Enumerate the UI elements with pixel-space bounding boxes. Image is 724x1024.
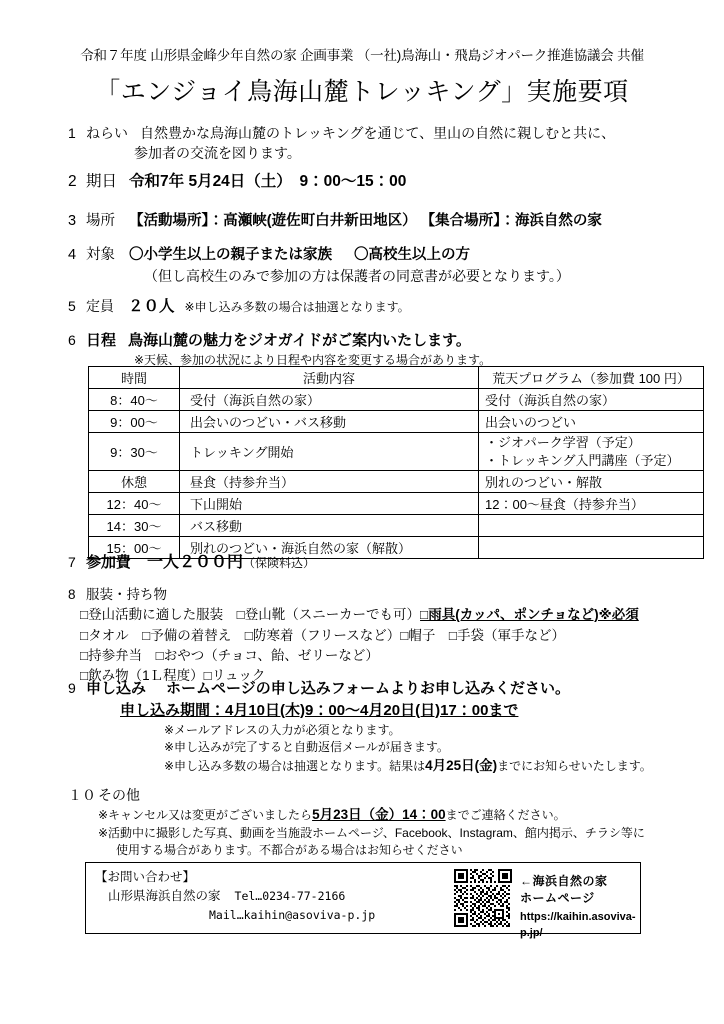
item-9-note-1: ※メールアドレスの入力が必須となります。 — [164, 722, 401, 737]
cell-activity: バス移動 — [180, 515, 479, 537]
item-10-note-2: ※活動中に撮影した写真、動画を当施設ホームページ、Facebook、Instagram、館内掲示、チラシ等に — [98, 825, 645, 840]
contact-line — [95, 887, 375, 906]
section-item-3-location — [68, 211, 602, 232]
cell-badweather: 12：00～昼食（持参弁当） — [479, 493, 704, 515]
item-3-number: 3 — [68, 213, 77, 229]
item-9-note-2: ※申し込みが完了すると自動返信メールが届きます。 — [164, 739, 449, 754]
cell-badweather: 別れのつどい・解散 — [479, 471, 704, 493]
item-5-number: 5 — [68, 298, 76, 314]
item-1-label: ねらい — [86, 125, 128, 141]
item-8-raingear-required: □雨具(カッパ、ポンチョなど)※必須 — [420, 607, 639, 623]
contact-details — [95, 868, 375, 925]
badweather-line-1: ・ジオパーク学習（予定） — [485, 435, 641, 450]
header-badweather: 荒天プログラム（参加費 100 円） — [479, 367, 704, 389]
item-2-label: 期日 — [86, 173, 118, 190]
cell-time: 9：30～ — [89, 433, 180, 471]
item-3-activity-label: 【活動場所】： — [129, 213, 224, 229]
cell-time: 12：40～ — [89, 493, 180, 515]
homepage-callout — [520, 873, 640, 942]
item-5-note: ※申し込み多数の場合は抽選となります。 — [184, 300, 410, 314]
item-9-note-3a: ※申し込み多数の場合は抽選となります。結果は — [164, 759, 426, 774]
item-1-number: 1 — [68, 125, 76, 141]
contact-telephone: Tel…0234-77-2166 — [234, 889, 346, 904]
item-10-label: その他 — [98, 787, 140, 803]
cell-activity: 受付（海浜自然の家） — [180, 389, 479, 411]
item-6-number: 6 — [68, 332, 76, 348]
contact-box — [85, 862, 641, 939]
item-7-label: 参加費 — [86, 554, 132, 571]
table-row — [89, 411, 704, 433]
item-8-line-2: □タオル □予備の着替え □防寒着（フリースなど）□帽子 □手袋（軍手など） — [80, 627, 566, 643]
table-row — [89, 433, 704, 471]
cell-time: 8：40～ — [89, 389, 180, 411]
contact-email: Mail…kaihin@asoviva-p.jp — [209, 907, 376, 922]
item-3-meeting-label: 【集合場所】： — [420, 213, 515, 229]
section-item-5-capacity — [68, 296, 410, 318]
item-10-note-1c: までご連絡ください。 — [445, 808, 566, 823]
item-9-note-3c: までにお知らせいたします。 — [497, 759, 652, 774]
section-item-7-fee — [68, 551, 315, 574]
cell-activity: 出会いのつどい・バス移動 — [180, 411, 479, 433]
homepage-url[interactable]: https://kaihin.asoviva-p.jp/ — [520, 910, 636, 939]
item-8-number: 8 — [68, 587, 76, 602]
item-9-number: 9 — [68, 680, 76, 696]
item-9-note-3 — [68, 756, 652, 776]
item-4-option-1: 〇小学生以上の親子または家族 — [129, 247, 332, 263]
item-3-label: 場所 — [86, 213, 115, 229]
item-8-line-3: □持参弁当 □おやつ（チョコ、飴、ゼリーなど） — [80, 647, 379, 663]
item-10-note-1a: ※キャンセル又は変更がございましたら — [98, 808, 313, 823]
item-3-meeting-value: 海浜自然の家 — [514, 213, 602, 229]
item-7-value: 一人２００円 — [147, 554, 244, 571]
section-item-8-equipment — [68, 585, 639, 686]
item-6-label: 日程 — [86, 332, 117, 349]
cell-badweather: 出会いのつどい — [479, 411, 704, 433]
table-row — [89, 493, 704, 515]
item-8-line-1 — [68, 605, 639, 625]
cell-activity: トレッキング開始 — [180, 433, 479, 471]
cell-badweather — [479, 515, 704, 537]
cell-activity: 別れのつどい・海浜自然の家（解散） — [180, 537, 479, 559]
item-1-line2: 参加者の交流を図ります。 — [134, 145, 301, 162]
page-title: 「エンジョイ鳥海山麓トレッキング」実施要項 — [95, 78, 629, 106]
item-10-cancel-deadline: 5月23日（金）14：00 — [312, 807, 446, 823]
item-8-line-4: □飲み物（1Ｌ程度）□リュック — [80, 668, 266, 683]
item-9-result-date: 4月25日(金) — [425, 758, 498, 774]
item-4-number: 4 — [68, 247, 77, 263]
item-4-label: 対象 — [86, 247, 115, 263]
section-item-10-other — [68, 785, 645, 860]
header-time: 時間 — [89, 367, 180, 389]
qr-label-line-2: ホームページ — [520, 891, 595, 906]
item-9-label: 申し込み — [86, 680, 147, 697]
item-10-number: １０ — [68, 787, 96, 803]
item-4-note: （但し高校生のみで参加の方は保護者の同意書が必要となります。） — [144, 268, 570, 285]
item-5-label: 定員 — [86, 298, 114, 314]
table-row — [89, 471, 704, 493]
item-9-application-period: 申し込み期間：4月10日(木)9：00～4月20日(日)17：00まで — [120, 701, 519, 719]
cell-badweather — [479, 537, 704, 559]
cell-badweather: 受付（海浜自然の家） — [479, 389, 704, 411]
item-4-option-2: 〇高校生以上の方 — [354, 247, 470, 263]
item-3-activity-value: 高瀬峡(遊佐町白井新田地区） — [223, 213, 417, 229]
item-2-value: 令和7年 5月24日（土） 9：00～15：00 — [129, 173, 407, 190]
badweather-line-2: ・トレッキング入門講座（予定） — [485, 452, 680, 468]
item-1-line1: 自然豊かな鳥海山麓のトレッキングを通じて、里山の自然に親しむと共に、 — [140, 125, 616, 141]
cell-time: 15：00～ — [89, 537, 180, 559]
schedule-table — [88, 366, 704, 559]
document-subheader: 令和７年度 山形県金峰少年自然の家 企画事業 （一社)鳥海山・飛島ジオパーク推進協議会 共催 — [80, 48, 644, 63]
item-8-label: 服装・持ち物 — [86, 587, 167, 602]
item-6-heading: 鳥海山麓の魅力をジオガイドがご案内いたします。 — [128, 332, 471, 349]
item-10-note-3: 使用する場合があります。不都合がある場合はお知らせください — [116, 843, 463, 858]
qr-code-icon — [454, 869, 512, 927]
section-item-4-target — [68, 245, 570, 286]
section-item-6-schedule — [68, 330, 491, 369]
section-item-1-aim — [68, 123, 615, 164]
section-item-2-date — [68, 171, 406, 193]
contact-organization: 山形県海浜自然の家 — [108, 889, 221, 904]
cell-time: 9：00～ — [89, 411, 180, 433]
cell-time: 14：30～ — [89, 515, 180, 537]
table-header-row — [89, 367, 704, 389]
item-7-note: （保険料込） — [243, 556, 316, 570]
cell-activity: 昼食（持参弁当） — [180, 471, 479, 493]
item-6-note: ※天候、参加の状況により日程や内容を変更する場合があります。 — [134, 352, 492, 367]
item-5-value: ２０人 — [128, 298, 175, 315]
contact-heading: 【お問い合わせ】 — [95, 870, 196, 884]
item-9-heading: ホームページの申し込みフォームよりお申し込みください。 — [166, 680, 570, 697]
cell-time: 休憩 — [89, 471, 180, 493]
cell-activity: 下山開始 — [180, 493, 479, 515]
schedule-table-wrapper — [88, 366, 704, 559]
table-row — [89, 515, 704, 537]
item-2-number: 2 — [68, 173, 77, 190]
table-row — [89, 389, 704, 411]
item-8-line-1a: □登山活動に適した服装 □登山靴（スニーカーでも可） — [80, 607, 421, 623]
qr-label-line-1: ←海浜自然の家 — [520, 874, 608, 888]
item-10-note-1 — [68, 805, 645, 825]
cell-badweather — [479, 433, 704, 471]
header-activity: 活動内容 — [180, 367, 479, 389]
item-7-number: 7 — [68, 554, 76, 570]
section-item-9-application — [68, 678, 652, 776]
